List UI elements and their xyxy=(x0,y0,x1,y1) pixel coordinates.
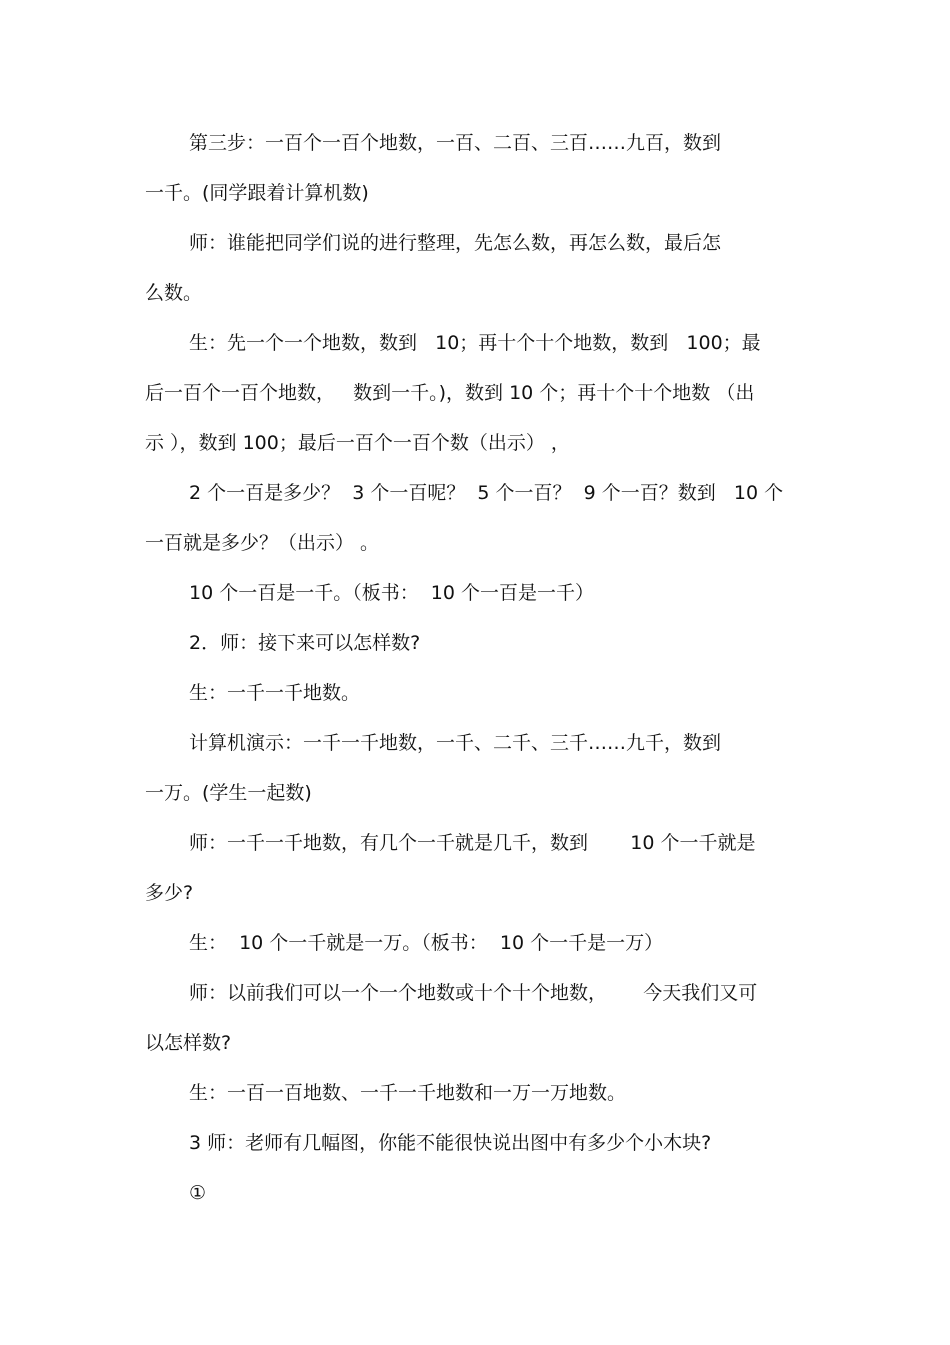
paragraph-line: 2 个一百是多少？ 3 个一百呢？ 5 个一百？ 9 个一百？数到 10 个 xyxy=(189,482,784,504)
paragraph-line: 计算机演示：一千一千地数，一千、二千、三千……九千，数到 xyxy=(189,732,722,754)
paragraph-line: 10 个一百是一千。（板书： 10 个一百是一千） xyxy=(189,582,595,604)
paragraph-line: 生：一百一百地数、一千一千地数和一万一万地数。 xyxy=(189,1082,627,1104)
paragraph-line: 生：先一个一个地数，数到 10；再十个十个地数，数到 100；最 xyxy=(189,332,761,354)
document-body xyxy=(145,118,810,1218)
paragraph-line: 示 ），数到 100；最后一百个一百个数（出示） ， xyxy=(145,432,570,454)
paragraph-line: 第三步：一百个一百个地数，一百、二百、三百……九百，数到 xyxy=(189,132,722,154)
paragraph-line: 2．师：接下来可以怎样数? xyxy=(189,632,421,654)
paragraph-line: 一百就是多少？（出示） 。 xyxy=(145,532,380,554)
paragraph-line: 多少? xyxy=(145,882,194,904)
paragraph-line: 生： 10 个一千就是一万。（板书： 10 个一千是一万） xyxy=(189,932,664,954)
paragraph-line: 生：一千一千地数。 xyxy=(189,682,361,704)
paragraph-line: 么数。 xyxy=(145,282,203,304)
paragraph-line: 一万。(学生一起数) xyxy=(145,782,312,804)
item-marker: ① xyxy=(189,1182,207,1204)
paragraph-line: 后一百个一百个地数， 数到一千。)，数到 10 个；再十个十个地数 （出 xyxy=(145,382,755,404)
paragraph-line: 师：以前我们可以一个一个地数或十个十个地数， 今天我们又可 xyxy=(189,982,758,1004)
paragraph-line: 以怎样数? xyxy=(145,1032,232,1054)
paragraph-line: 一千。(同学跟着计算机数) xyxy=(145,182,369,204)
paragraph-line: 3 师：老师有几幅图，你能不能很快说出图中有多少个小木块? xyxy=(189,1132,712,1154)
paragraph-line: 师：一千一千地数，有几个一千就是几千，数到 10 个一千就是 xyxy=(189,832,756,854)
paragraph-line: 师：谁能把同学们说的进行整理，先怎么数，再怎么数，最后怎 xyxy=(189,232,722,254)
